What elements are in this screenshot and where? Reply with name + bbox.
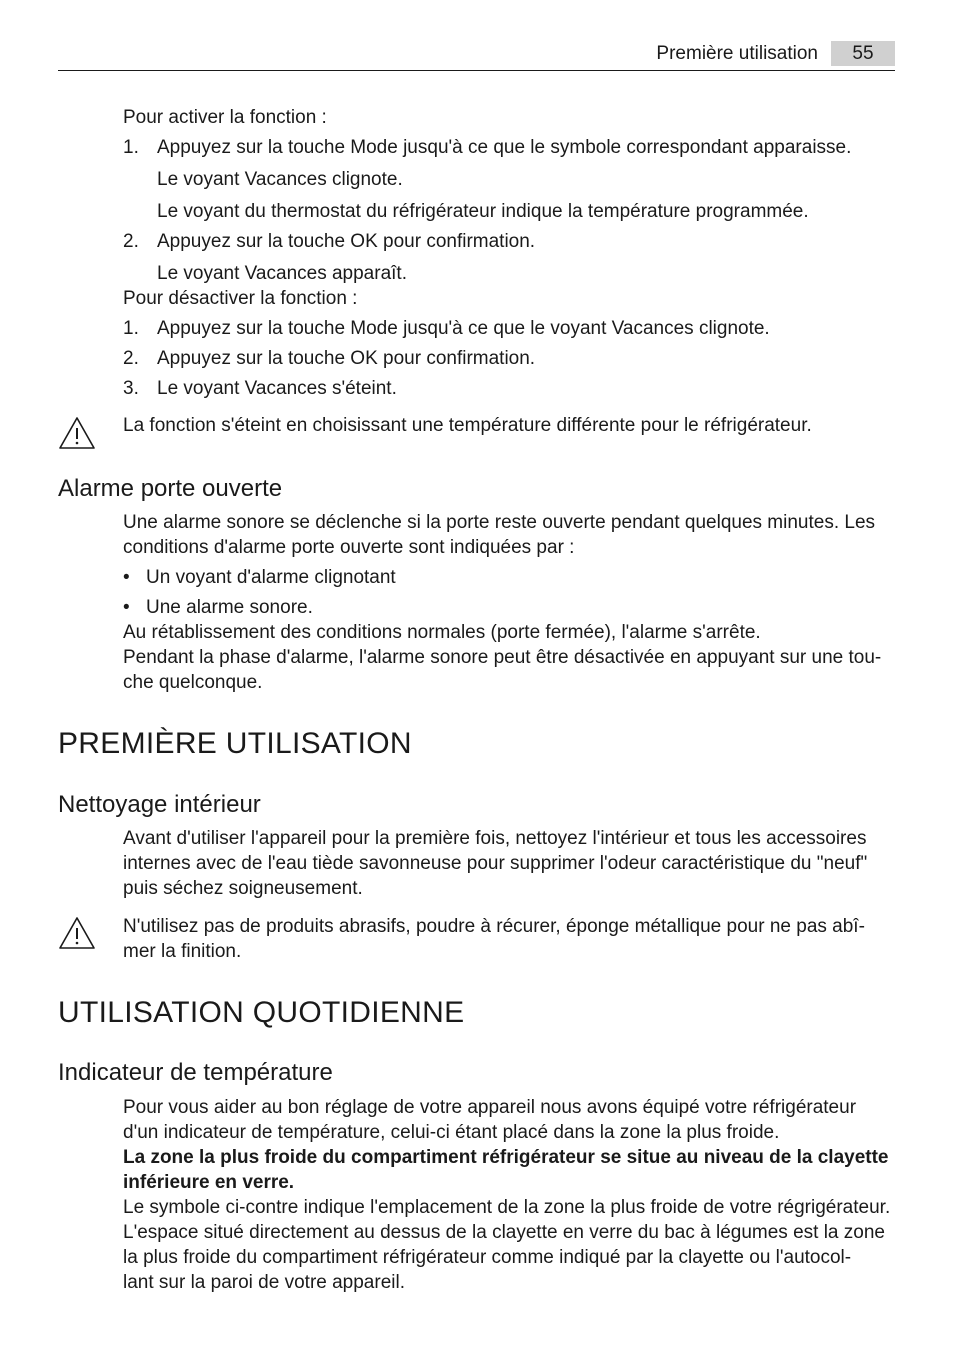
page-number: 55	[831, 41, 895, 66]
section-heading-indicateur: Indicateur de température	[58, 1059, 333, 1086]
step-note: Le voyant du thermostat du réfrigérateur indique la température programmée.	[157, 201, 809, 222]
step-number: 1.	[123, 318, 139, 339]
step-number: 2.	[123, 348, 139, 369]
step-text: Appuyez sur la touche Mode jusqu'à ce que le voyant Vacances clignote.	[157, 318, 770, 339]
step-text: Appuyez sur la touche OK pour confirmation.	[157, 231, 536, 252]
running-header-title: Première utilisation	[656, 43, 818, 64]
bold-paragraph-line: inférieure en verre.	[123, 1172, 295, 1193]
warning-text: N'utilisez pas de produits abrasifs, poudre à récurer, éponge métallique pour ne pas abî-	[123, 916, 865, 937]
list-item: Une alarme sonore.	[146, 597, 313, 618]
step-number: 1.	[123, 137, 139, 158]
step-note: Le voyant Vacances clignote.	[157, 169, 403, 190]
bullet-icon: •	[123, 567, 130, 588]
paragraph-line: d'un indicateur de température, celui-ci étant placé dans la zone la plus froide.	[123, 1122, 780, 1143]
paragraph-line: L'espace situé directement au dessus de la clayette en verre du bac à légumes est la zone	[123, 1222, 885, 1243]
step-note: Le voyant Vacances apparaît.	[157, 263, 407, 284]
header-divider	[58, 70, 895, 71]
step-number: 3.	[123, 378, 139, 399]
paragraph-line: Pour vous aider au bon réglage de votre appareil nous avons équipé votre réfrigérateur	[123, 1097, 857, 1118]
paragraph-line: Le symbole ci-contre indique l'emplacement de la zone la plus froide de votre régrigérateur.	[123, 1197, 891, 1218]
paragraph-line: la plus froide du compartiment réfrigérateur comme indiqué par la clayette ou l'autocol-	[123, 1247, 852, 1268]
deactivate-intro: Pour désactiver la fonction :	[123, 288, 358, 309]
chapter-heading-quotidienne: UTILISATION QUOTIDIENNE	[58, 996, 465, 1029]
section-heading-nettoyage: Nettoyage intérieur	[58, 791, 261, 818]
section-heading-alarme: Alarme porte ouverte	[58, 475, 283, 502]
step-number: 2.	[123, 231, 139, 252]
list-item: Un voyant d'alarme clignotant	[146, 567, 396, 588]
warning-icon	[58, 416, 96, 450]
paragraph-line: Avant d'utiliser l'appareil pour la première fois, nettoyez l'intérieur et tous les accessoires	[123, 828, 867, 849]
paragraph-line: internes avec de l'eau tiède savonneuse pour supprimer l'odeur caractéristique du "neuf"	[123, 853, 868, 874]
paragraph-line: conditions d'alarme porte ouverte sont indiquées par :	[123, 537, 575, 558]
paragraph-line: Une alarme sonore se déclenche si la porte reste ouverte pendant quelques minutes. Les	[123, 512, 876, 533]
paragraph-line: lant sur la paroi de votre appareil.	[123, 1272, 405, 1293]
warning-text: La fonction s'éteint en choisissant une température différente pour le réfrigérateur.	[123, 415, 812, 436]
paragraph-line: Au rétablissement des conditions normales (porte fermée), l'alarme s'arrête.	[123, 622, 761, 643]
warning-text: mer la finition.	[123, 941, 242, 962]
step-text: Appuyez sur la touche OK pour confirmation.	[157, 348, 536, 369]
paragraph-line: puis séchez soigneusement.	[123, 878, 363, 899]
step-text: Appuyez sur la touche Mode jusqu'à ce que le symbole correspondant apparaisse.	[157, 137, 852, 158]
step-text: Le voyant Vacances s'éteint.	[157, 378, 397, 399]
paragraph-line: Pendant la phase d'alarme, l'alarme sonore peut être désactivée en appuyant sur une tou-	[123, 647, 882, 668]
paragraph-line: che quelconque.	[123, 672, 263, 693]
warning-icon	[58, 916, 96, 950]
bullet-icon: •	[123, 597, 130, 618]
activate-intro: Pour activer la fonction :	[123, 107, 327, 128]
bold-paragraph-line: La zone la plus froide du compartiment réfrigérateur se situe au niveau de la clayette	[123, 1147, 889, 1168]
chapter-heading-premiere: PREMIÈRE UTILISATION	[58, 727, 412, 760]
